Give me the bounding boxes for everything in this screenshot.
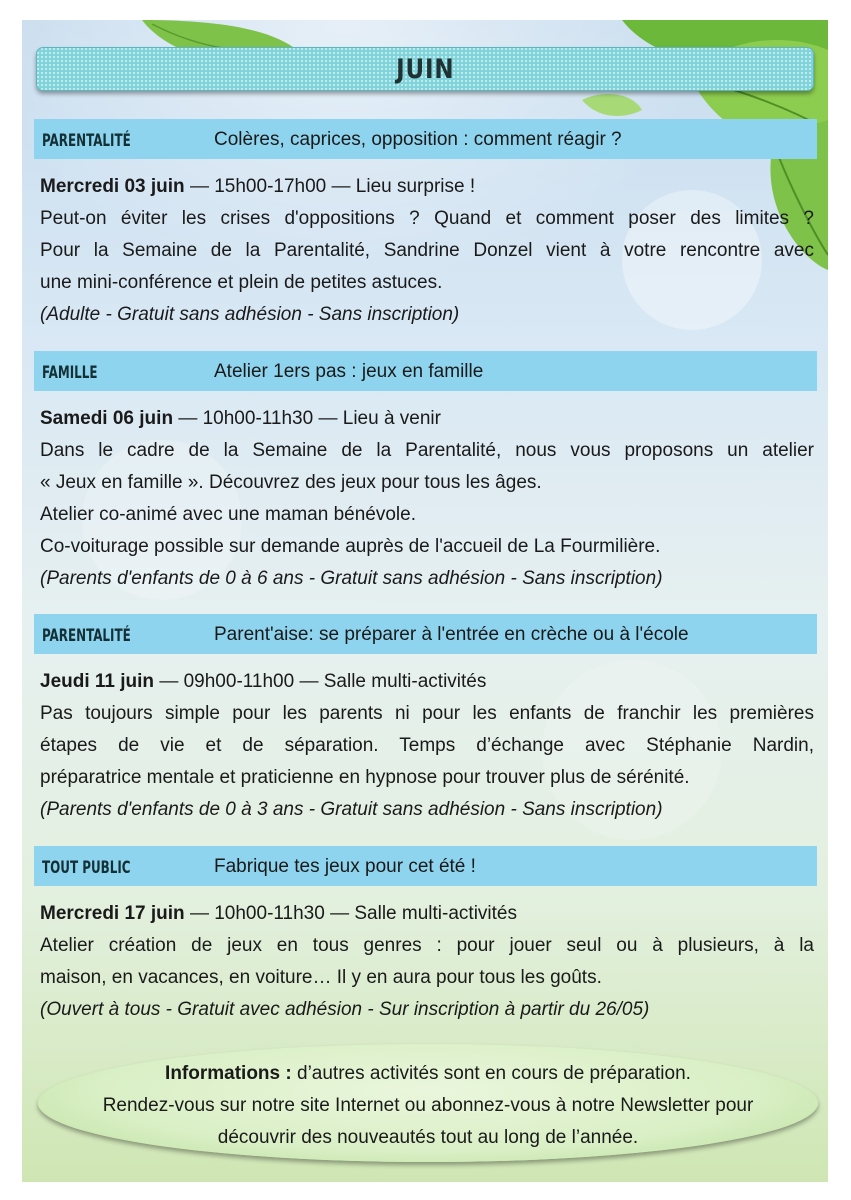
event-date: Jeudi 11 juin	[40, 671, 155, 692]
event-datetime	[40, 171, 814, 203]
section-topic: Atelier 1ers pas : jeux en famille	[214, 361, 484, 382]
section-topic: Parent'aise: se préparer à l'entrée en crèche ou à l'école	[214, 624, 689, 645]
section-header-bar	[34, 846, 817, 886]
description-line: maison, en vacances, en voiture… Il y en aura pour tous les goûts.	[40, 967, 602, 988]
description-line: Atelier création de jeux en tous genres : pour jouer seul ou à plusieurs, à la	[40, 935, 814, 956]
section-header-bar	[34, 614, 817, 654]
description-line: préparatrice mentale et praticienne en hypnose pour trouver plus de sérénité.	[40, 767, 690, 788]
description-line: Co-voiturage possible sur demande auprès de l'accueil de La Fourmilière.	[40, 536, 661, 557]
event-note: (Adulte - Gratuit sans adhésion - Sans inscription)	[40, 304, 460, 325]
month-title-banner	[36, 47, 814, 91]
info-line-2: Rendez-vous sur notre site Internet ou abonnez-vous à notre Newsletter pour	[102, 1095, 754, 1116]
event-time-place: — 10h00-11h30 — Salle multi-activités	[184, 903, 517, 924]
event-datetime	[40, 403, 814, 435]
description-line: « Jeux en famille ». Découvrez des jeux pour tous les âges.	[40, 472, 542, 493]
info-line-1	[38, 1059, 818, 1089]
event-date: Mercredi 17 juin	[40, 903, 185, 924]
section-header-bar	[34, 119, 817, 159]
description-line: une mini-conférence et plein de petites astuces.	[40, 272, 443, 293]
event-note: (Ouvert à tous - Gratuit avec adhésion - Sur inscription à partir du 26/05)	[40, 999, 650, 1020]
section-topic: Fabrique tes jeux pour cet été !	[214, 856, 476, 877]
section-header-bar	[34, 351, 817, 391]
month-title: JUIN	[395, 53, 455, 85]
section-category: PARENTALITÉ	[42, 626, 131, 646]
description-line: Peut-on éviter les crises d'oppositions ? Quand et comment poser des limites ?	[40, 208, 814, 229]
section-topic: Colères, caprices, opposition : comment réagir ?	[214, 129, 622, 150]
section-category: PARENTALITÉ	[42, 131, 131, 151]
flyer-page	[22, 20, 828, 1182]
event-time-place: — 15h00-17h00 — Lieu surprise !	[184, 176, 476, 197]
description-line: Dans le cadre de la Semaine de la Parentalité, nous vous proposons un atelier	[40, 440, 814, 461]
info-text: d’autres activités sont en cours de préparation.	[291, 1063, 691, 1084]
event-datetime	[40, 898, 814, 930]
event-date: Samedi 06 juin	[40, 408, 174, 429]
section-category: TOUT PUBLIC	[42, 858, 131, 878]
event-note: (Parents d'enfants de 0 à 3 ans - Gratuit sans adhésion - Sans inscription)	[40, 799, 663, 820]
section-category: FAMILLE	[42, 363, 98, 383]
section-body	[40, 666, 814, 826]
section-body	[40, 403, 814, 595]
information-box	[38, 1044, 818, 1162]
event-date: Mercredi 03 juin	[40, 176, 185, 197]
section-body	[40, 898, 814, 1026]
event-note: (Parents d'enfants de 0 à 6 ans - Gratuit sans adhésion - Sans inscription)	[40, 568, 663, 589]
section-body	[40, 171, 814, 331]
event-datetime	[40, 666, 814, 698]
description-line: Pas toujours simple pour les parents ni pour les enfants de franchir les premières	[40, 703, 814, 724]
description-line: Pour la Semaine de la Parentalité, Sandrine Donzel vient à votre rencontre avec	[40, 240, 814, 261]
event-time-place: — 10h00-11h30 — Lieu à venir	[173, 408, 441, 429]
description-line: étapes de vie et de séparation. Temps d’échange avec Stéphanie Nardin,	[40, 735, 814, 756]
description-line: Atelier co-animé avec une maman bénévole.	[40, 504, 416, 525]
info-line-3: découvrir des nouveautés tout au long de l’année.	[217, 1127, 639, 1148]
event-time-place: — 09h00-11h00 — Salle multi-activités	[154, 671, 487, 692]
info-label: Informations :	[165, 1063, 292, 1084]
